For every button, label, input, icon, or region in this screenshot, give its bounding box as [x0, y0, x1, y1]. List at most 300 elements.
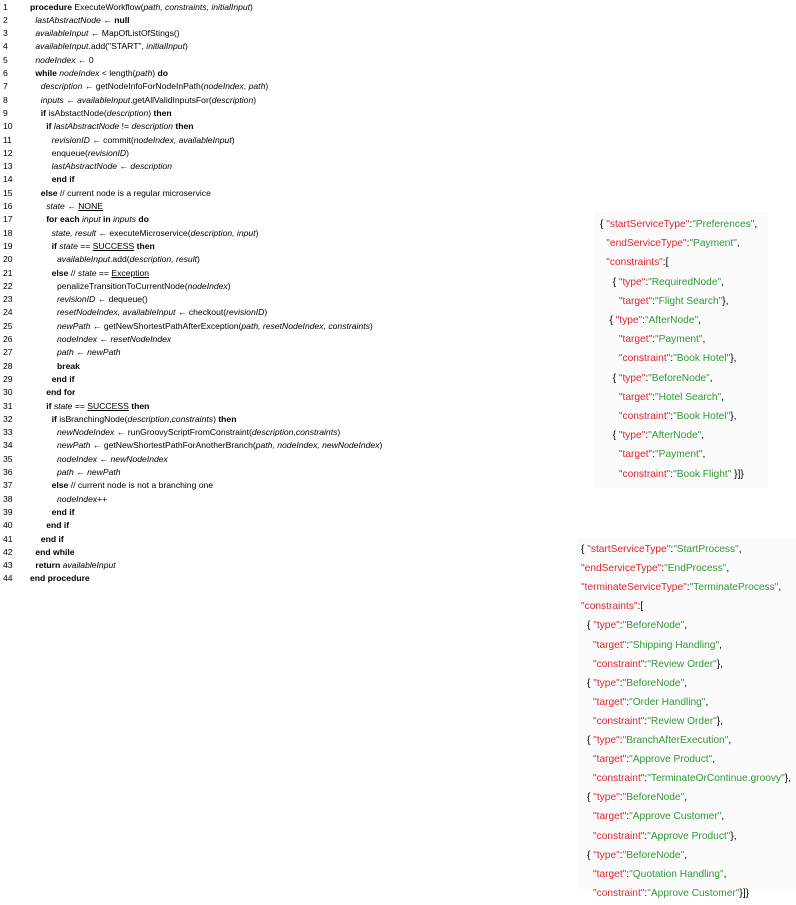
- json-punctuation: :: [645, 276, 649, 288]
- json-punctuation: ,: [684, 620, 688, 632]
- code-text: [57, 453, 168, 466]
- json-key: "target": [618, 334, 653, 346]
- keyword: in: [100, 214, 114, 225]
- code-token: ): [264, 307, 268, 318]
- keyword: then: [128, 400, 150, 411]
- json-punctuation: },: [784, 773, 791, 785]
- identifier: lastAbstractNode: [53, 121, 120, 132]
- keyword: then: [153, 107, 172, 118]
- keyword: end for: [46, 387, 76, 398]
- json-punctuation: ,: [705, 696, 709, 708]
- identifier: nodeIndex: [57, 453, 98, 464]
- keyword: if: [40, 107, 49, 118]
- json-punctuation: ,: [778, 582, 782, 594]
- code-token: ← checkout(: [175, 307, 227, 318]
- json-punctuation: ,: [723, 868, 727, 880]
- line-number: 5: [3, 54, 8, 65]
- json-value: "Hotel Search": [655, 391, 722, 403]
- code-text: [57, 346, 121, 359]
- line-number: 33: [3, 427, 13, 438]
- line-number: 26: [3, 334, 13, 344]
- code-token: ): [184, 41, 188, 52]
- identifier: inputs: [40, 94, 64, 105]
- identifier: newPath: [57, 440, 91, 451]
- identifier: newPath: [87, 347, 121, 358]
- line-number: 7: [3, 81, 8, 92]
- code-text: [52, 240, 155, 253]
- identifier: path, constraints, initialInput: [143, 1, 251, 12]
- json-key: "constraint": [593, 773, 645, 785]
- json-key: "target": [618, 449, 653, 461]
- json-punctuation: }]}: [739, 887, 750, 899]
- keyword: else: [40, 187, 58, 198]
- code-text: [52, 413, 237, 426]
- json-key: "target": [593, 868, 627, 880]
- code-token: .getAllValidInputsFor(: [130, 94, 212, 105]
- json-punctuation: :: [645, 372, 649, 384]
- code-token: ←: [73, 467, 88, 477]
- json-punctuation: ,: [721, 391, 724, 403]
- code-text: [52, 227, 259, 240]
- code-text: [35, 54, 93, 67]
- identifier: path, nodeIndex, newNodeIndex: [255, 440, 380, 451]
- json-value: "BeforeNode": [622, 792, 685, 804]
- json-key: "type": [618, 430, 646, 442]
- json-value: "Preferences": [692, 219, 755, 230]
- code-token: ←: [97, 453, 111, 464]
- identifier: newNodeIndex: [110, 453, 168, 464]
- line-number: 12: [3, 147, 13, 158]
- line-number: 28: [3, 360, 13, 371]
- code-token: ← getNewShortestPathForAnotherBranch(: [90, 440, 256, 451]
- code-token: .add(: [110, 254, 130, 265]
- json-key: "type": [615, 315, 643, 326]
- json-punctuation: },: [722, 295, 729, 307]
- identifier: state: [53, 400, 73, 411]
- json-punctuation: ,: [684, 792, 688, 804]
- line-number: 44: [3, 573, 13, 584]
- json-key: "type": [593, 677, 620, 689]
- identifier: resetNodeIndex: [110, 334, 172, 344]
- json-key: "target": [593, 639, 627, 651]
- json-value: "AfterNode": [645, 315, 699, 326]
- json-punctuation: },: [716, 658, 723, 670]
- identifier: description: [127, 413, 170, 424]
- identifier: path: [57, 347, 74, 358]
- json-value: "RequiredNode": [648, 276, 722, 288]
- code-token: ←: [117, 161, 131, 172]
- keyword: then: [218, 413, 237, 424]
- keyword: do: [136, 214, 149, 225]
- code-text: [57, 333, 171, 346]
- code-text: [52, 160, 172, 173]
- json-value: "Order Handling": [629, 696, 706, 708]
- json-punctuation: :: [626, 754, 630, 766]
- code-token: ): [126, 147, 130, 158]
- json-punctuation: {: [600, 219, 607, 230]
- line-number: 3: [3, 28, 8, 39]
- code-text: [52, 479, 214, 492]
- json-value: "Approve Product": [647, 830, 731, 842]
- identifier: state: [77, 267, 97, 278]
- line-number: 22: [3, 280, 13, 291]
- code-token: ,: [169, 413, 172, 424]
- json-value: "Flight Search": [655, 295, 723, 307]
- json-key: "constraint": [593, 887, 645, 899]
- code-text: [46, 200, 103, 213]
- json-punctuation: :: [626, 868, 630, 880]
- json-value: "Book Flight": [673, 468, 732, 480]
- json-punctuation: ,: [721, 276, 724, 288]
- line-number: 27: [3, 347, 13, 358]
- identifier: constraints: [171, 413, 214, 424]
- code-token: ←: [97, 334, 111, 344]
- identifier: nodeIndex: [57, 334, 98, 344]
- code-text: [46, 386, 75, 399]
- code-text: [57, 439, 382, 452]
- identifier: lastAbstractNode: [51, 161, 118, 172]
- line-number: 30: [3, 387, 13, 398]
- json-punctuation: ,: [702, 449, 706, 461]
- keyword: end procedure: [30, 573, 90, 584]
- identifier: revisionID: [226, 307, 265, 318]
- code-token: ): [197, 254, 200, 265]
- line-number: 36: [3, 467, 13, 477]
- line-number: 37: [3, 480, 13, 491]
- identifier: state: [46, 201, 65, 211]
- json-punctuation: {: [581, 544, 588, 555]
- line-number: 1: [3, 1, 8, 12]
- json-key: "startServiceType": [606, 219, 690, 230]
- json-punctuation: {: [612, 372, 619, 384]
- json-value: "TerminateProcess": [689, 582, 779, 594]
- code-text: [30, 572, 90, 585]
- line-number: 15: [3, 187, 13, 198]
- json-punctuation: :: [652, 449, 656, 461]
- json-punctuation: ,: [728, 735, 732, 746]
- identifier: description: [211, 94, 254, 105]
- code-text: [57, 426, 340, 439]
- line-number: 31: [3, 400, 13, 411]
- json-punctuation: :: [644, 887, 648, 899]
- json-key: "target": [593, 811, 627, 823]
- constant: NONE: [78, 201, 104, 211]
- code-text: [35, 14, 129, 27]
- json-punctuation: :[: [637, 601, 644, 613]
- json-value: "BeforeNode": [622, 620, 685, 632]
- code-token: //: [68, 267, 78, 278]
- keyword: null: [114, 14, 130, 25]
- json-punctuation: {: [587, 735, 594, 746]
- identifier: path, resetNodeIndex, constraints: [241, 320, 370, 331]
- identifier: availableInput: [62, 560, 116, 571]
- code-text: [46, 213, 149, 226]
- code-token: ): [227, 280, 231, 291]
- line-number: 13: [3, 161, 13, 172]
- line-number: 43: [3, 560, 13, 571]
- json-punctuation: ,: [726, 563, 730, 575]
- json-key: "type": [593, 792, 620, 804]
- identifier: description,constraints: [251, 427, 338, 438]
- code-token: ←: [73, 347, 88, 358]
- code-token: ): [369, 320, 373, 331]
- json-value: "Approve Customer": [629, 811, 722, 823]
- json-key: "terminateServiceType": [581, 582, 687, 594]
- json-punctuation: :: [619, 677, 623, 689]
- keyword: while: [35, 68, 60, 78]
- json-punctuation: {: [612, 276, 619, 288]
- code-token: ← MapOfListOfStings(): [88, 28, 180, 39]
- json-key: "target": [593, 754, 627, 766]
- json-key: "type": [593, 849, 620, 861]
- json-key: "type": [618, 276, 646, 288]
- json-punctuation: ,: [736, 238, 740, 250]
- code-text: [57, 280, 231, 293]
- identifier: nodeIndex, availableInput: [133, 134, 232, 145]
- line-number: 16: [3, 201, 13, 211]
- line-number: 11: [3, 134, 12, 145]
- code-text: [52, 134, 235, 147]
- code-token: ): [250, 1, 253, 12]
- json-punctuation: {: [587, 849, 594, 861]
- json-punctuation: :: [652, 295, 656, 307]
- keyword: return: [35, 560, 63, 571]
- json-punctuation: ,: [721, 811, 725, 823]
- keyword: then: [134, 240, 155, 251]
- code-token: enqueue(: [51, 147, 88, 158]
- keyword: for each: [46, 214, 83, 225]
- keyword: procedure: [30, 1, 75, 12]
- code-token: isAbstactNode(: [48, 107, 107, 118]
- code-token: ← 0: [75, 54, 94, 65]
- json-punctuation: ,: [684, 849, 688, 861]
- code-token: // current node is a regular microservice: [57, 187, 211, 198]
- json-punctuation: ,: [712, 754, 716, 766]
- json-punctuation: :: [626, 696, 630, 708]
- identifier: description: [106, 107, 149, 118]
- code-token: ← getNodeInfoForNodeInPath(: [82, 81, 204, 92]
- line-number: 23: [3, 294, 13, 305]
- code-text: [46, 519, 69, 532]
- json-value: "StartProcess": [673, 544, 739, 555]
- code-text: [57, 493, 107, 506]
- line-number: 32: [3, 413, 13, 424]
- json-key: "constraint": [618, 353, 671, 365]
- code-token: ← runGroovyScriptFromConstraint(: [114, 427, 252, 438]
- code-text: [57, 360, 80, 373]
- code-text: [52, 173, 75, 186]
- json-punctuation: {: [609, 315, 616, 326]
- identifier: description, input: [190, 227, 256, 238]
- code-token: ←: [100, 14, 115, 25]
- json-punctuation: {: [587, 620, 594, 632]
- code-token: ← commit(: [89, 134, 134, 145]
- json-punctuation: :: [670, 353, 674, 365]
- json-value: "Shipping Handling": [629, 639, 720, 651]
- keyword: else: [51, 267, 69, 278]
- json-key: "constraint": [593, 715, 645, 727]
- json-value: "BranchAfterExecution": [622, 735, 729, 746]
- line-number: 39: [3, 506, 13, 517]
- json-value: "Payment": [655, 449, 703, 461]
- line-number: 40: [3, 520, 13, 531]
- json-value: "Approve Customer": [647, 887, 740, 899]
- code-text: [52, 506, 75, 519]
- code-token: !=: [119, 121, 132, 132]
- json-punctuation: :: [644, 830, 648, 842]
- code-token: ): [255, 227, 259, 238]
- code-token: < length(: [99, 68, 136, 78]
- json-value: "BeforeNode": [648, 372, 710, 384]
- code-token: ): [253, 94, 257, 105]
- line-number: 34: [3, 440, 13, 451]
- code-token: ): [265, 81, 269, 92]
- code-text: [41, 107, 172, 120]
- json-key: "type": [618, 372, 646, 384]
- identifier: revisionID: [57, 294, 96, 305]
- json-line: [593, 882, 749, 905]
- line-number: 41: [3, 533, 13, 544]
- json-punctuation: :: [689, 219, 693, 230]
- keyword: end while: [35, 546, 75, 557]
- identifier: newNodeIndex: [57, 427, 115, 438]
- json-punctuation: :: [652, 391, 656, 403]
- identifier: nodeIndex: [59, 68, 100, 78]
- json-value: "Approve Product": [629, 754, 713, 766]
- keyword: end if: [40, 533, 64, 544]
- json-value: "Payment": [655, 334, 703, 346]
- json-value: "Payment": [689, 238, 737, 250]
- keyword: if: [51, 240, 60, 251]
- code-text: [57, 293, 148, 306]
- code-token: ==: [77, 240, 93, 251]
- constant: Exception: [111, 267, 150, 278]
- identifier: nodeIndex: [187, 280, 228, 291]
- identifier: nodeIndex: [57, 493, 98, 504]
- json-key: "startServiceType": [587, 544, 671, 555]
- json-punctuation: :: [619, 735, 623, 746]
- json-key: "constraints": [581, 601, 638, 613]
- code-token: ←: [64, 201, 79, 211]
- identifier: description, result: [129, 254, 197, 265]
- json-value: "EndProcess": [664, 563, 727, 575]
- json-punctuation: :: [644, 715, 648, 727]
- identifier: lastAbstractNode: [35, 14, 101, 25]
- json-value: "AfterNode": [648, 430, 702, 442]
- identifier: availableInput: [35, 28, 89, 39]
- line-number: 6: [3, 68, 8, 78]
- code-text: [52, 147, 129, 160]
- json-punctuation: :: [670, 468, 674, 480]
- json-punctuation: :: [652, 334, 656, 346]
- identifier: resetNodeIndex, availableInput: [57, 307, 176, 318]
- json-punctuation: ,: [738, 544, 742, 555]
- json-punctuation: :: [686, 238, 690, 250]
- code-token: ExecuteWorkflow(: [74, 1, 144, 12]
- identifier: input: [82, 214, 101, 225]
- line-number: 2: [3, 14, 8, 25]
- code-token: ← executeMicroservice(: [96, 227, 191, 238]
- keyword: end if: [51, 506, 75, 517]
- code-token: penalizeTransitionToCurrentNode(: [57, 280, 188, 291]
- json-key: "target": [618, 295, 653, 307]
- json-punctuation: ,: [754, 219, 758, 230]
- json-punctuation: },: [716, 715, 723, 727]
- json-punctuation: ,: [684, 677, 688, 689]
- code-token: ←: [63, 94, 78, 105]
- identifier: state, result: [51, 227, 97, 238]
- json-key: "endServiceType": [581, 563, 662, 575]
- json-key: "endServiceType": [606, 238, 687, 250]
- json-punctuation: :: [619, 620, 623, 632]
- code-text: [35, 27, 179, 40]
- line-number: 20: [3, 254, 13, 265]
- keyword: do: [157, 68, 168, 78]
- json-punctuation: ,: [701, 430, 705, 442]
- identifier: availableInput: [77, 94, 131, 105]
- code-text: [46, 120, 193, 133]
- line-number: 8: [3, 94, 8, 105]
- json-punctuation: :: [644, 773, 648, 785]
- code-token: // current node is not a branching one: [68, 480, 214, 491]
- code-token: ): [379, 440, 383, 451]
- code-text: [57, 320, 373, 333]
- json-punctuation: :: [626, 811, 630, 823]
- line-number: 4: [3, 41, 8, 52]
- json-punctuation: :: [642, 315, 646, 326]
- code-text: [41, 187, 211, 200]
- keyword: if: [46, 400, 54, 411]
- line-number: 9: [3, 107, 8, 118]
- identifier: state: [59, 240, 78, 251]
- json-punctuation: }]}: [731, 468, 744, 480]
- code-text: [41, 94, 256, 107]
- json-value: "BeforeNode": [622, 677, 685, 689]
- json-value: "Book Hotel": [673, 353, 731, 365]
- json-value: "TerminateOrContinue.groovy": [647, 773, 785, 785]
- code-text: [35, 559, 115, 572]
- line-number: 25: [3, 320, 13, 331]
- code-token: ← getNewShortestPathAfterException(: [90, 320, 242, 331]
- identifier: nodeIndex: [35, 54, 76, 65]
- json-key: "constraint": [593, 658, 645, 670]
- keyword: if: [51, 413, 60, 424]
- json-key: "constraints": [606, 257, 663, 269]
- code-text: [35, 40, 187, 53]
- identifier: description: [130, 161, 172, 172]
- constant: SUCCESS: [92, 240, 135, 251]
- json-value: "Quotation Handling": [629, 868, 724, 880]
- code-text: [41, 533, 64, 546]
- json-punctuation: },: [730, 353, 737, 365]
- identifier: initialInput: [146, 41, 185, 52]
- code-token: ==: [96, 267, 112, 278]
- json-punctuation: :: [661, 563, 665, 575]
- code-token: .add("START",: [88, 41, 147, 52]
- code-text: [35, 546, 74, 559]
- code-text: [57, 466, 121, 479]
- json-punctuation: :[: [662, 257, 669, 269]
- line-number: 17: [3, 214, 13, 225]
- code-token: ==: [72, 400, 88, 411]
- json-punctuation: },: [730, 830, 737, 842]
- line-number: 24: [3, 307, 13, 318]
- json-key: "type": [593, 735, 620, 746]
- json-punctuation: :: [619, 792, 623, 804]
- code-token: isBranchingNode(: [59, 413, 128, 424]
- identifier: path: [135, 68, 153, 78]
- keyword: else: [51, 480, 69, 491]
